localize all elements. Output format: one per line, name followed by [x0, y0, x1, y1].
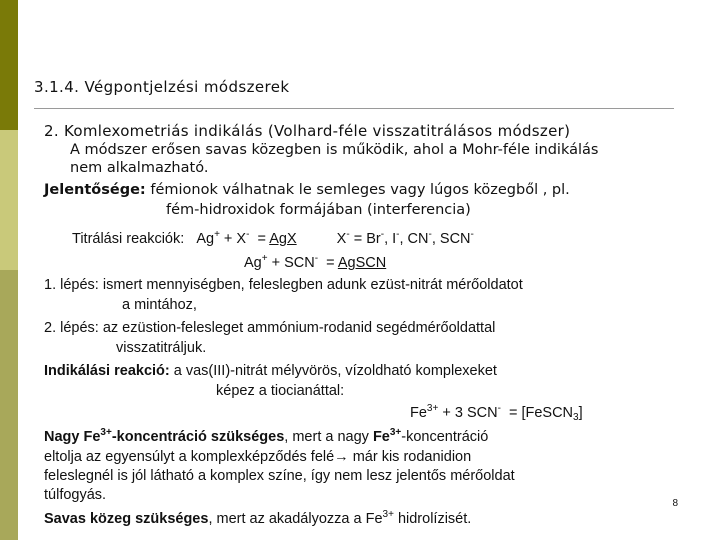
page-number: 8 — [672, 498, 678, 509]
conclusion-line1: Nagy $Fe^{3+}$-koncentráció szükséges, mert a nagy $Fe^{3+}$-koncentráció — [44, 427, 489, 445]
significance-text: fémionok válhatnak le semleges vagy lúgos közegből , pl. — [145, 182, 570, 198]
titration-reaction-line1 — [72, 230, 474, 248]
conclusion-line3: feleslegnél is jól látható a komplex színe, így nem lesz jelentős mérőoldat — [44, 468, 515, 484]
reaction1: Ag+ + X- = AgX — [196, 229, 297, 247]
method-description-line1: A módszer erősen savas közegben is működik, ahol a Mohr-féle indikálás — [70, 142, 599, 158]
indicator-line1: Indikálási reakció: a vas(III)-nitrát mélyvörös, vízoldható komplexeket — [44, 363, 497, 379]
section-heading: 2. Komlexometriás indikálás (Volhard-féle visszatitrálásos módszer) — [44, 122, 571, 140]
step2-line1: 2. lépés: az ezüstion-felesleget ammónium-rodanid segédmérőoldattal — [44, 320, 496, 336]
indicator-equation: $Fe^{3+} + 3$ SCN- = [FeSCN$_3$] — [410, 403, 583, 423]
titration-reaction-line2: Ag+ + SCN- = AgSCN — [244, 253, 387, 271]
title-divider — [34, 108, 674, 109]
conclusion-line2: eltolja az egyensúlyt a komplexképződés felé→ már kis rodanidion — [44, 449, 472, 465]
significance-label: Jelentősége: — [44, 182, 146, 198]
slide-title: 3.1.4. Végpontjelzési módszerek — [34, 78, 290, 96]
indicator-label: Indikálási reakció: — [44, 363, 170, 379]
step1-line2: a mintához, — [122, 297, 197, 313]
decor-band-bottom — [0, 270, 18, 540]
titration-label: Titrálási reakciók: — [72, 231, 185, 247]
significance-line — [44, 181, 570, 199]
method-description-line2: nem alkalmazható. — [70, 160, 209, 176]
step1-line1: 1. lépés: ismert mennyiségben, feleslegben adunk ezüst-nitrát mérőoldatot — [44, 277, 523, 293]
conclusion-line4: túlfogyás. — [44, 487, 107, 503]
decor-band-top — [0, 0, 18, 130]
decor-band-middle — [0, 130, 18, 270]
step2-line2: visszatitráljuk. — [116, 340, 207, 356]
product-agscn: AgSCN — [337, 255, 387, 271]
significance-line2: fém-hidroxidok formájában (interferencia) — [166, 202, 471, 218]
conclusion-line5: Savas közeg szükséges, mert az akadályozza a $Fe^{3+}$ hidrolízisét. — [44, 509, 472, 527]
halide-list: X- = Br-, I-, CN-, SCN- — [336, 229, 474, 247]
indicator-line2: képez a tiocianáttal: — [216, 383, 345, 399]
product-agx: AgX — [269, 231, 297, 247]
